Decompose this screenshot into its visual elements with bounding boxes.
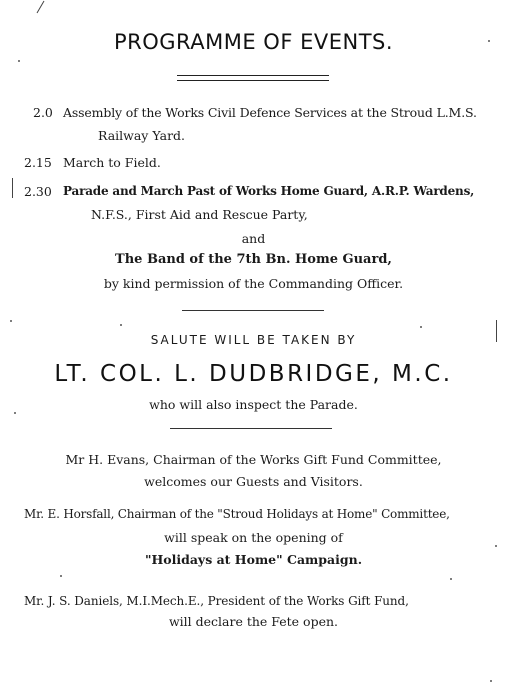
event-description: Parade and March Past of Works Home Guard, A.R.P. Wardens, [63, 184, 475, 198]
scan-speck [495, 545, 497, 547]
page-title: PROGRAMME OF EVENTS. [113, 30, 394, 54]
scan-mark [496, 320, 497, 342]
speaker-line: Mr. E. Horsfall, Chairman of the "Stroud Holidays at Home" Committee, [24, 507, 450, 521]
event-time: 2.30 [24, 184, 52, 199]
saluting-officer: LT. COL. L. DUDBRIDGE, M.C. [54, 361, 453, 387]
scan-mark [37, 1, 45, 14]
event-description-continued: Railway Yard. [98, 128, 186, 143]
scan-mark [12, 178, 13, 198]
scan-speck [488, 40, 490, 42]
event-time: 2.15 [24, 155, 52, 170]
scan-speck [450, 578, 452, 580]
speaker-line: Mr. J. S. Daniels, M.I.Mech.E., President of the Works Gift Fund, [24, 594, 409, 608]
inspect-text: who will also inspect the Parade. [149, 397, 358, 412]
scan-speck [420, 326, 422, 328]
and-text: and [241, 231, 266, 246]
event-description: Assembly of the Works Civil Defence Services at the Stroud L.M.S. [63, 105, 477, 120]
speaker-line: welcomes our Guests and Visitors. [144, 474, 363, 489]
title-double-rule [177, 75, 329, 81]
speaker-line: will declare the Fete open. [168, 614, 339, 629]
scan-speck [14, 412, 16, 414]
event-description: March to Field. [63, 155, 161, 170]
section-divider [170, 428, 332, 429]
campaign-name: "Holidays at Home" Campaign. [144, 552, 363, 567]
scan-speck [18, 60, 20, 62]
scan-speck [490, 680, 492, 682]
speaker-line: Mr H. Evans, Chairman of the Works Gift Fund Committee, [65, 452, 442, 467]
speaker-line: will speak on the opening of [164, 530, 343, 545]
event-description-continued: N.F.S., First Aid and Rescue Party, [91, 207, 308, 222]
salute-announcement: SALUTE WILL BE TAKEN BY [150, 333, 357, 347]
permission-text: by kind permission of the Commanding Officer. [103, 276, 404, 291]
scan-speck [10, 320, 12, 322]
event-time: 2.0 [33, 105, 53, 120]
scan-speck [60, 575, 62, 577]
scan-speck [120, 324, 122, 326]
band-name: The Band of the 7th Bn. Home Guard, [115, 252, 392, 267]
section-divider [182, 310, 324, 311]
